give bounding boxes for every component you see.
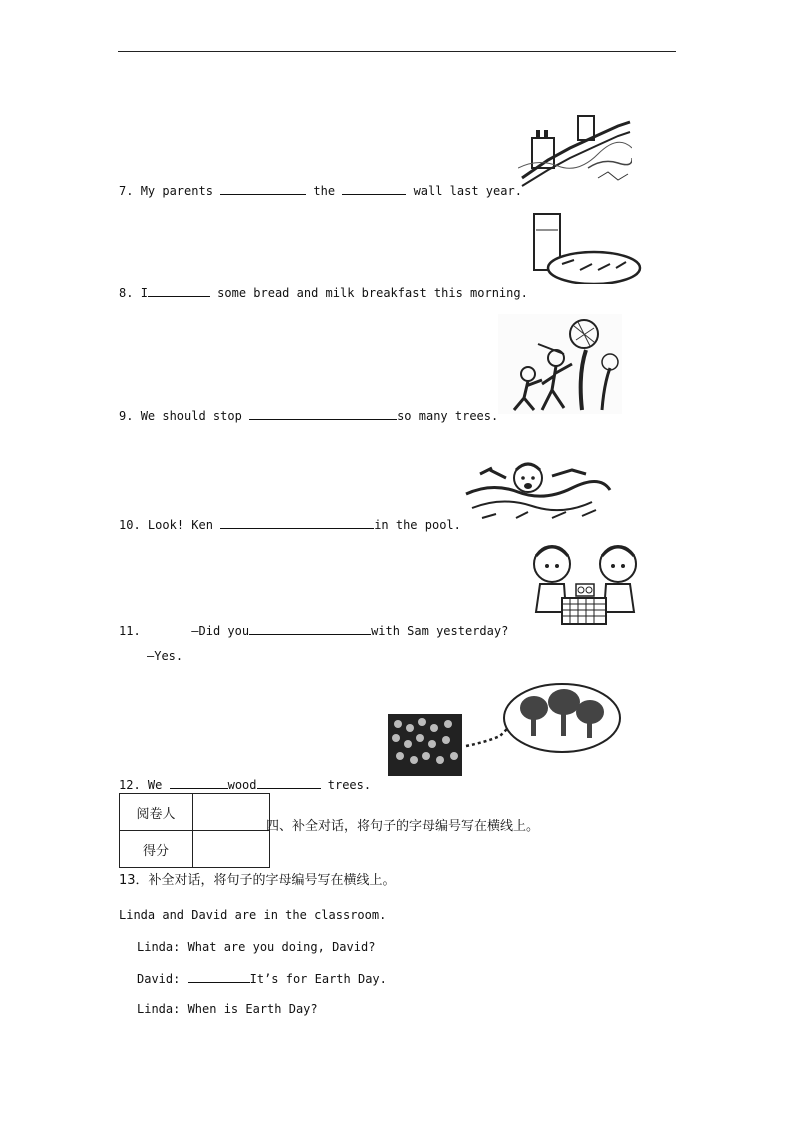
q12-blank-1[interactable] [170,777,228,789]
q10-blank[interactable] [220,517,374,529]
header-rule [118,51,676,52]
q12-blank-2[interactable] [257,777,321,789]
cutting-trees-picture [498,314,622,414]
great-wall-picture [518,108,632,188]
reviewer-cell[interactable] [193,794,270,831]
section-4-title: 四、补全对话，将句子的字母编号写在横线上。 [266,819,540,834]
q8-blank[interactable] [148,285,210,297]
q13-dialogue-line-3: Linda: When is Earth Day? [137,1002,318,1016]
q9-blank[interactable] [249,408,397,420]
q7-blank-1[interactable] [220,183,306,195]
playing-chess-picture [526,534,646,630]
question-10: 10. Look! Ken in the pool. [119,518,461,532]
q13-dialogue-line-2: David: It’s for Earth Day. [137,972,387,986]
question-12: 12. We wood trees. [119,778,372,792]
q13-blank-1[interactable] [188,971,250,983]
q11-answer: —Yes. [147,649,184,663]
score-label: 得分 [120,831,193,868]
q13-dialogue-line-1: Linda: What are you doing, David? [137,940,376,954]
question-13-title: 13．补全对话，将句子的字母编号写在横线上。 [119,873,396,888]
question-9: 9. We should stop so many trees. [119,409,499,423]
question-11: 11. —Did you with Sam yesterday? [119,624,509,638]
bread-and-milk-picture [532,212,642,284]
score-table [119,793,270,868]
score-cell[interactable] [193,831,270,868]
question-8: 8. I some bread and milk breakfast this morning. [119,286,528,300]
question-7: 7. My parents the wall last year. [119,184,522,198]
q7-blank-2[interactable] [342,183,406,195]
q11-blank[interactable] [249,623,371,635]
q13-intro: Linda and David are in the classroom. [119,908,387,922]
wood-and-trees-picture [376,672,626,778]
reviewer-label: 阅卷人 [120,794,193,831]
swimming-boy-picture [462,434,612,522]
